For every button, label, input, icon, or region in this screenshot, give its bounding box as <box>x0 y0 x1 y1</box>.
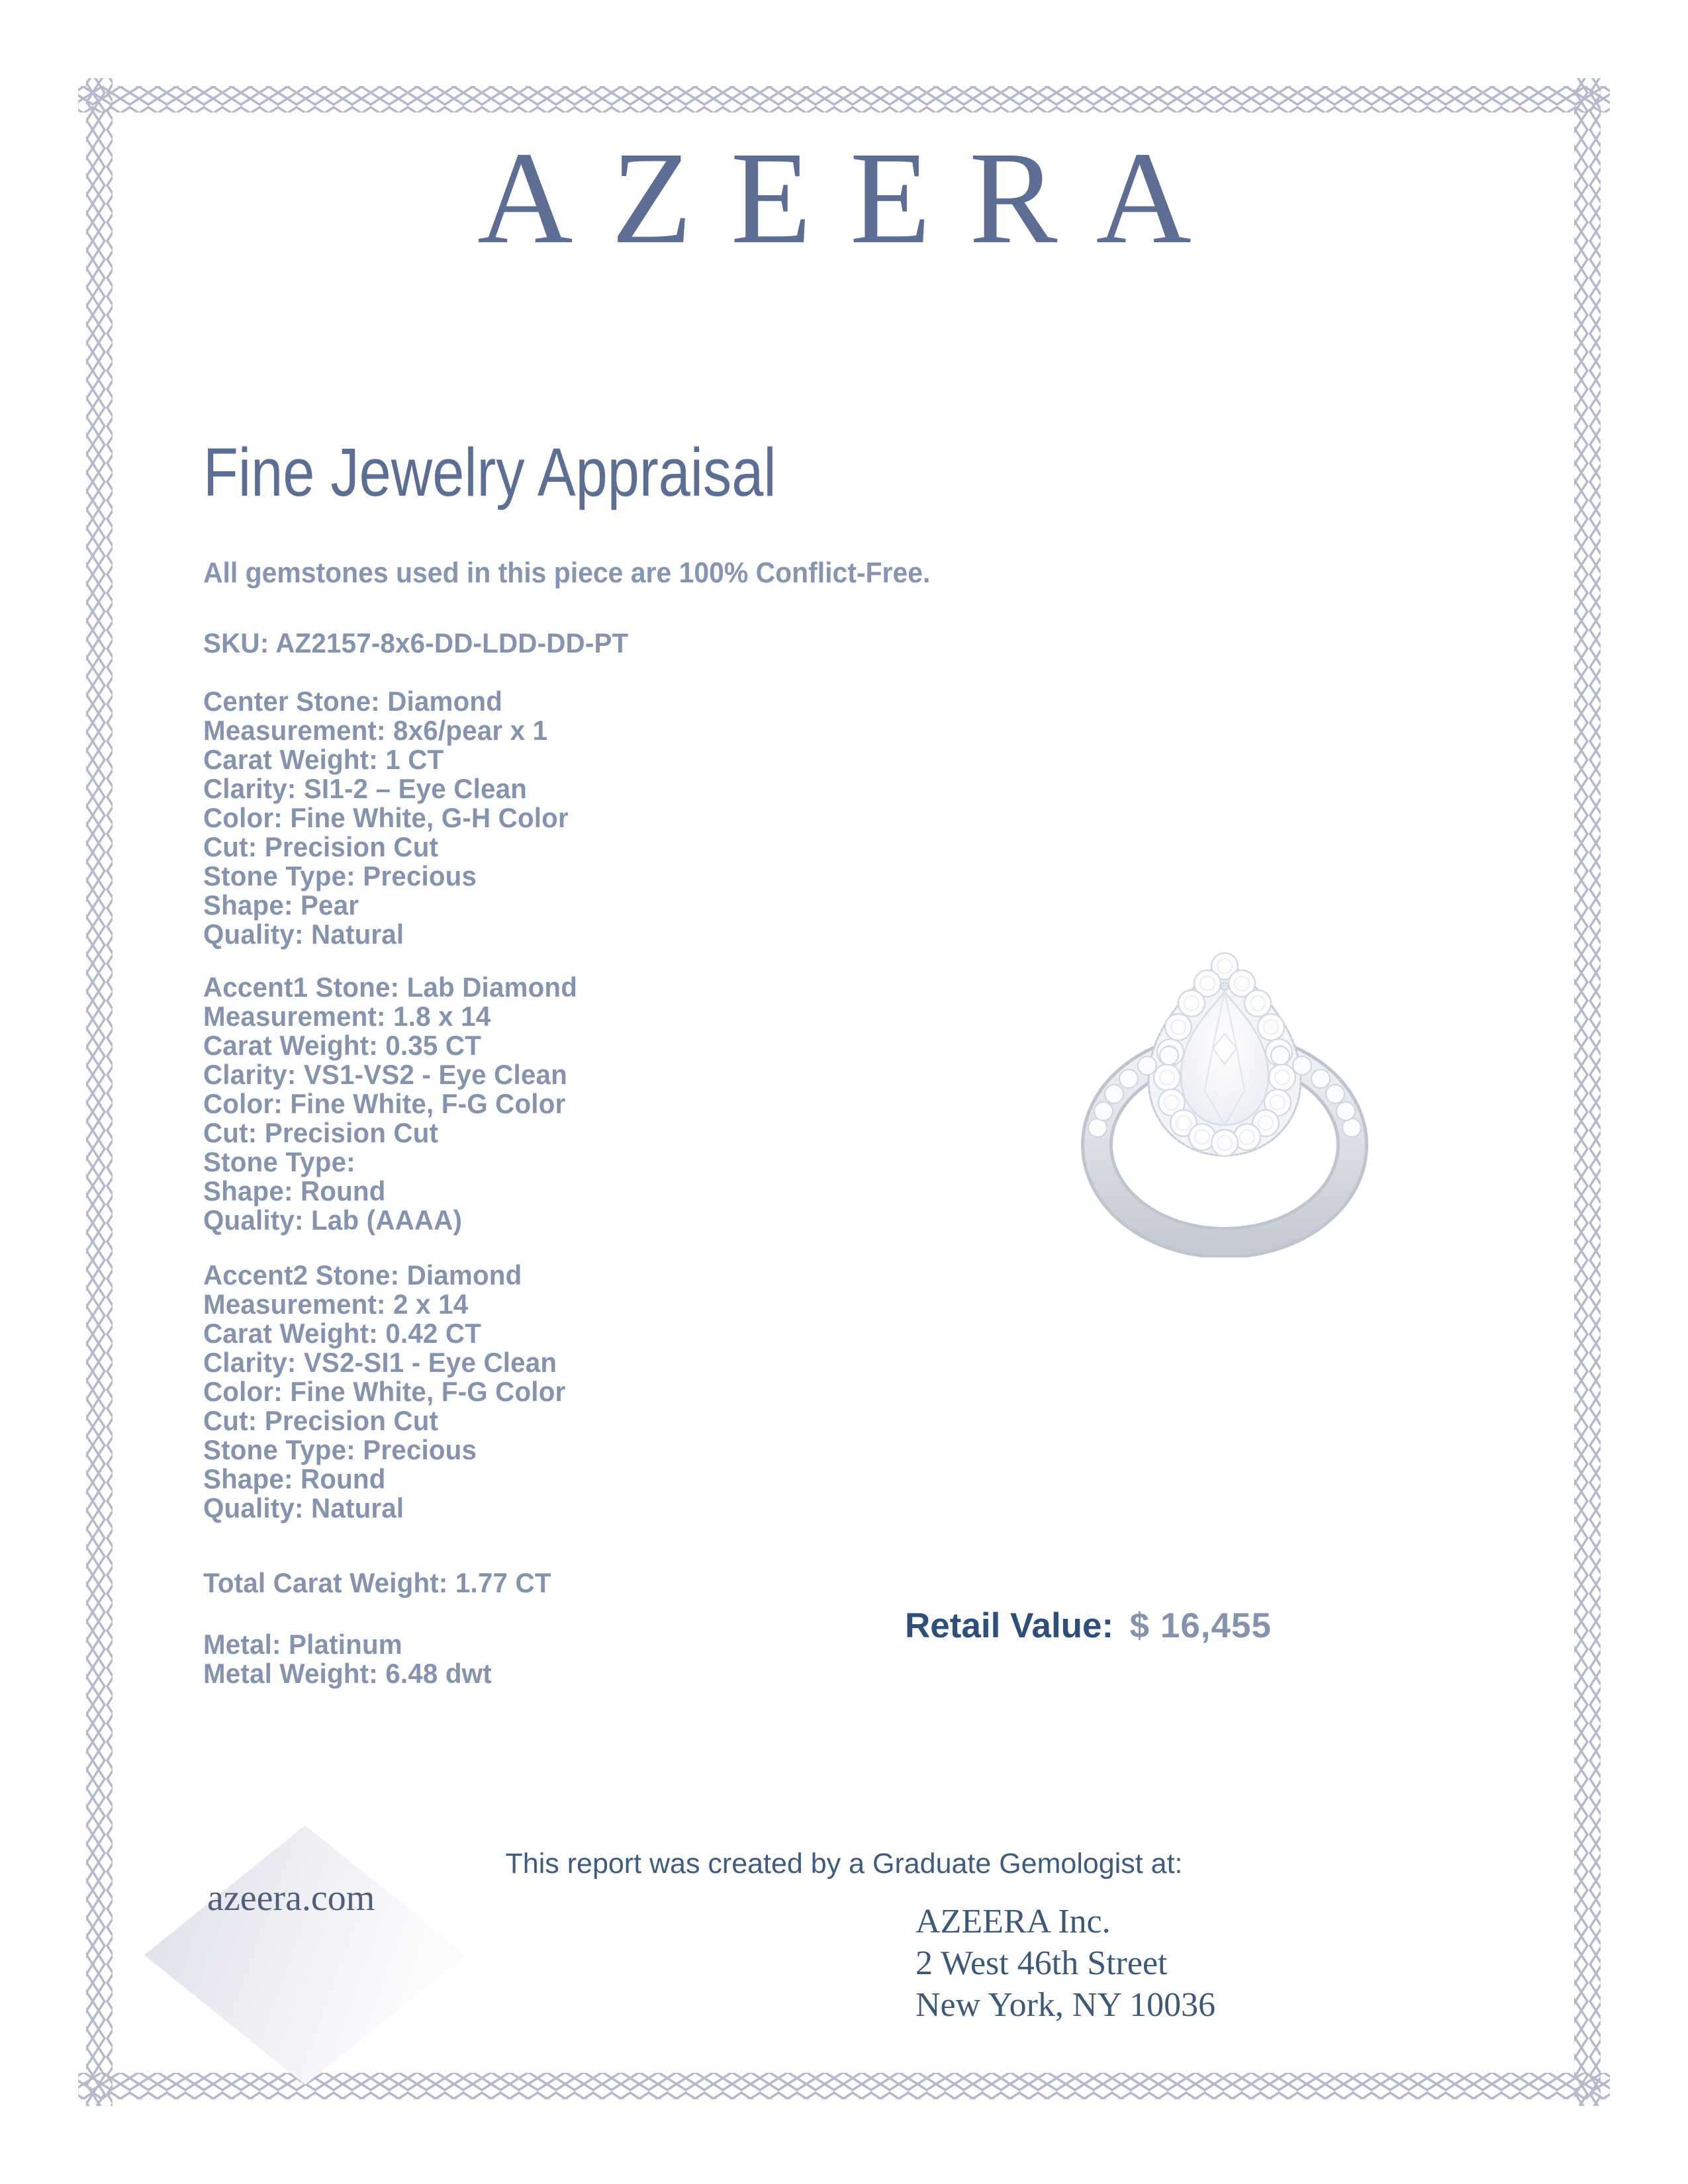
spec-line: Stone Type: <box>203 1146 355 1177</box>
spec-line: Clarity: SI1-2 – Eye Clean <box>203 773 528 804</box>
company-city: New York, NY 10036 <box>915 1986 1216 2024</box>
spec-line: Color: Fine White, F-G Color <box>203 1376 566 1407</box>
spec-line: Accent2 Stone: Diamond <box>203 1259 522 1291</box>
spec-line: Clarity: VS1-VS2 - Eye Clean <box>203 1059 567 1090</box>
spec-line: Center Stone: Diamond <box>203 686 503 717</box>
spec-line: Cut: Precision Cut <box>203 1117 439 1148</box>
spec-line: Carat Weight: 0.42 CT <box>203 1318 482 1349</box>
company-address-block <box>915 1901 1215 2026</box>
gemologist-note: This report was created by a Graduate Gemologist at: <box>505 1848 1183 1880</box>
spec-line: Shape: Round <box>203 1175 386 1206</box>
spec-line: Cut: Precision Cut <box>203 831 439 862</box>
spec-line: Color: Fine White, G-H Color <box>203 802 569 833</box>
spec-line: Shape: Round <box>203 1463 386 1494</box>
spec-line: Clarity: VS2-SI1 - Eye Clean <box>203 1347 557 1378</box>
company-name: AZEERA Inc. <box>915 1903 1111 1940</box>
accent1-stone-block <box>203 973 577 1235</box>
spec-line: Quality: Lab (AAAA) <box>203 1205 463 1236</box>
spec-line: Measurement: 1.8 x 14 <box>203 1001 491 1032</box>
spec-line: Quality: Natural <box>203 919 404 950</box>
spec-line: Stone Type: Precious <box>203 1434 477 1465</box>
company-street: 2 West 46th Street <box>915 1944 1168 1982</box>
metal-block <box>203 1630 492 1688</box>
website-text: azeera.com <box>207 1878 375 1919</box>
metal-line: Metal: Platinum <box>203 1629 402 1660</box>
retail-value-row <box>905 1606 1272 1646</box>
page-title: Fine Jewelry Appraisal <box>203 434 776 510</box>
ring-illustration <box>1046 927 1403 1257</box>
retail-value-label: Retail Value: <box>905 1606 1114 1645</box>
metal-weight-line: Metal Weight: 6.48 dwt <box>203 1658 492 1689</box>
spec-line: Cut: Precision Cut <box>203 1405 439 1436</box>
spec-line: Accent1 Stone: Lab Diamond <box>203 972 578 1003</box>
spec-line: Quality: Natural <box>203 1492 404 1524</box>
spec-line: Measurement: 8x6/pear x 1 <box>203 715 548 746</box>
conflict-free-tagline: All gemstones used in this piece are 100% Conflict-Free. <box>203 557 931 589</box>
spec-line: Stone Type: Precious <box>203 860 477 891</box>
spec-line: Color: Fine White, F-G Color <box>203 1088 566 1119</box>
sku-line: SKU: AZ2157-8x6-DD-LDD-DD-PT <box>203 627 629 659</box>
total-carat-line: Total Carat Weight: 1.77 CT <box>203 1567 551 1598</box>
spec-line: Measurement: 2 x 14 <box>203 1289 469 1320</box>
ring-image <box>1046 927 1403 1257</box>
retail-value-amount: $ 16,455 <box>1129 1606 1272 1645</box>
accent2-stone-block <box>203 1261 565 1523</box>
spec-line: Carat Weight: 0.35 CT <box>203 1030 482 1061</box>
spec-line: Shape: Pear <box>203 889 359 921</box>
brand-logo: AZEERA <box>477 125 1230 271</box>
center-stone-block <box>203 687 569 949</box>
spec-line: Carat Weight: 1 CT <box>203 744 444 775</box>
